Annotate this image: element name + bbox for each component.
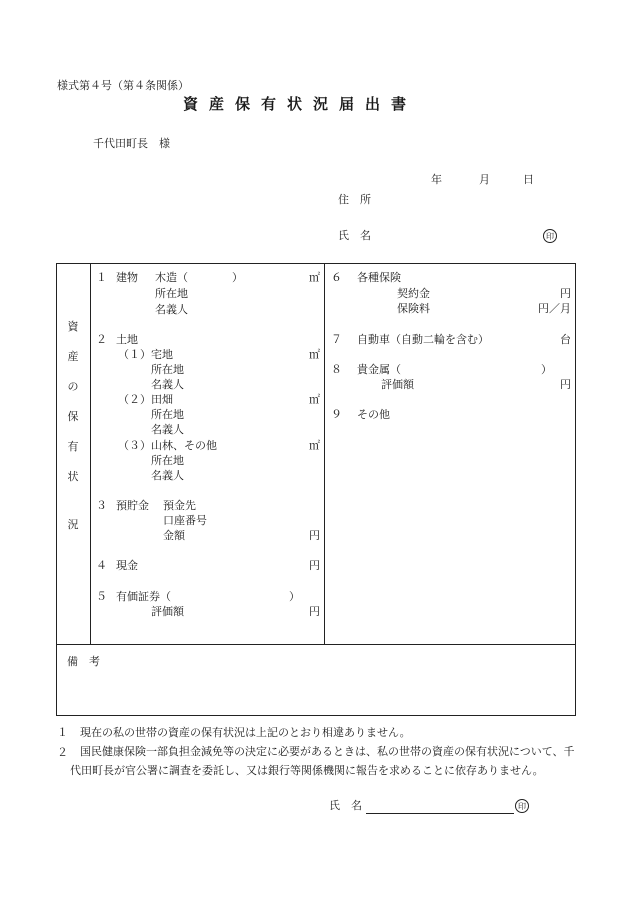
unit-yen: 円 <box>560 287 571 300</box>
seal-icon: 印 <box>515 799 529 813</box>
insurance-label: 各種保険 <box>357 271 401 284</box>
land-residential: （１）宅地 <box>118 348 173 361</box>
signature-name-label: 氏 名 <box>329 799 362 812</box>
item-number: ９ <box>331 408 342 421</box>
side-label-char: 有 <box>67 440 79 453</box>
land-forest-other: （３）山林、その他 <box>118 439 217 452</box>
note-2: 国民健康保険一部負担金減免等の決定に必要があるときは、私の世帯の資産の保有状況について、千代田町長が官公署に調査を委託し、又は銀行等関係機関に報告を求めることに依存ありません。 <box>70 745 575 777</box>
side-label-char: 況 <box>67 518 79 531</box>
unit-yen: 円 <box>560 378 571 391</box>
column-divider <box>324 263 325 644</box>
cash-label: 現金 <box>116 559 138 572</box>
item-number: ６ <box>331 271 342 284</box>
unit-vehicle: 台 <box>560 333 571 346</box>
name-label: 氏 名 <box>338 229 371 242</box>
savings-bank-label: 預金先 <box>163 499 196 512</box>
unit-sqm: ㎡ <box>309 439 320 452</box>
remarks-divider <box>56 644 576 645</box>
unit-yen: 円 <box>309 529 320 542</box>
form-number: 様式第４号（第４条関係） <box>57 79 189 92</box>
metal-close-paren: ） <box>541 363 552 376</box>
unit-sqm: ㎡ <box>309 393 320 406</box>
land-location-label: 所在地 <box>151 408 184 421</box>
insurance-contract-label: 契約金 <box>397 287 430 300</box>
date-day-label: 日 <box>523 173 534 186</box>
side-label-char: 資 <box>67 320 79 333</box>
item-number: ３ <box>96 499 107 512</box>
unit-sqm: ㎡ <box>309 348 320 361</box>
item-number: ８ <box>331 363 342 376</box>
asset-table <box>56 263 576 716</box>
unit-yen: 円 <box>309 605 320 618</box>
securities-label: 有価証券（ <box>116 590 171 603</box>
item-number: ２ <box>96 333 107 346</box>
insurance-premium-label: 保険料 <box>397 302 430 315</box>
land-farmland: （２）田畑 <box>118 393 173 406</box>
item-number: ７ <box>331 333 342 346</box>
seal-icon: 印 <box>543 229 557 243</box>
building-type: 木造（ ） <box>155 271 243 284</box>
signature-line <box>366 813 514 814</box>
item-number: ４ <box>96 559 107 572</box>
side-divider <box>90 263 91 644</box>
land-owner-label: 名義人 <box>151 378 184 391</box>
addressee: 千代田町長 様 <box>93 137 170 150</box>
building-owner-label: 名義人 <box>155 303 188 316</box>
unit-sqm: ㎡ <box>309 271 320 284</box>
metal-value-label: 評価額 <box>381 378 414 391</box>
date-year-label: 年 <box>431 173 442 186</box>
note-number: １ <box>57 726 68 739</box>
side-label-char: 産 <box>67 350 79 363</box>
savings-account-label: 口座番号 <box>163 514 207 527</box>
land-location-label: 所在地 <box>151 454 184 467</box>
land-owner-label: 名義人 <box>151 423 184 436</box>
item-number: ５ <box>96 590 107 603</box>
side-label-char: 状 <box>67 470 79 483</box>
car-label: 自動車（自動二輪を含む） <box>357 333 489 346</box>
unit-yen-per-month: 円／月 <box>538 302 571 315</box>
note-number: ２ <box>57 746 68 759</box>
land-location-label: 所在地 <box>151 363 184 376</box>
note-1: 現在の私の世帯の資産の保有状況は上記のとおり相違ありません。 <box>80 726 411 739</box>
securities-value-label: 評価額 <box>151 605 184 618</box>
date-month-label: 月 <box>479 173 490 186</box>
page-title: 資産保有状況届出書 <box>183 95 418 113</box>
land-label: 土地 <box>116 333 138 346</box>
side-label-char: の <box>67 380 79 393</box>
building-location-label: 所在地 <box>155 287 188 300</box>
unit-yen: 円 <box>309 559 320 572</box>
remarks-label: 備 考 <box>67 655 100 668</box>
other-label: その他 <box>357 408 390 421</box>
savings-amount-label: 金額 <box>163 529 185 542</box>
side-label-char: 保 <box>67 410 79 423</box>
metal-label: 貴金属（ <box>357 363 401 376</box>
item-number: １ <box>96 271 107 284</box>
securities-close-paren: ） <box>289 590 300 603</box>
building-label: 建物 <box>116 271 138 284</box>
address-label: 住 所 <box>338 193 371 206</box>
land-owner-label: 名義人 <box>151 469 184 482</box>
savings-label: 預貯金 <box>116 499 149 512</box>
